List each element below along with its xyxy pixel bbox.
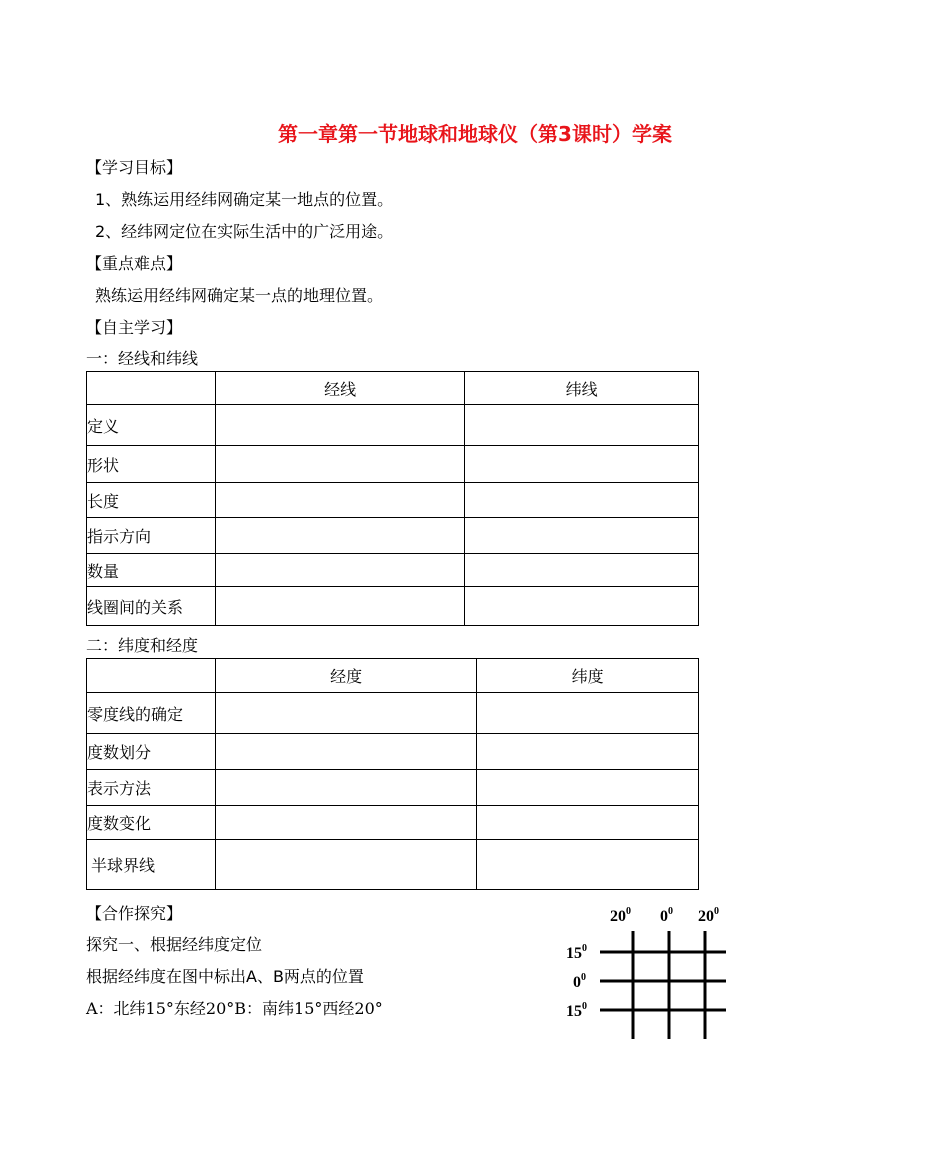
section1-label: 一：经线和纬线 [86, 349, 199, 368]
answer-cell[interactable] [215, 483, 465, 518]
grid-top-label: $20^0$ [698, 906, 719, 925]
self-study-heading: 【自主学习】 [86, 318, 183, 337]
answer-cell[interactable] [215, 734, 477, 770]
column-header-parallel: 纬线 [465, 372, 699, 405]
inquiry1-instruction: 根据经纬度在图中标出A、B两点的位置 [86, 967, 364, 986]
table-row [87, 446, 699, 483]
answer-cell[interactable] [215, 518, 465, 554]
lat-long-grid-figure [540, 895, 760, 1045]
inquiry1-title: 探究一、根据经纬度定位 [86, 935, 263, 954]
answer-cell[interactable] [465, 405, 699, 446]
answer-cell[interactable] [215, 693, 477, 734]
table-row [87, 770, 699, 806]
table-corner-cell [87, 659, 216, 693]
row-label: 长度 [87, 483, 216, 518]
row-label: 线圈间的关系 [87, 587, 216, 626]
table-row [87, 693, 699, 734]
answer-cell[interactable] [215, 840, 477, 890]
row-label: 度数划分 [87, 734, 216, 770]
answer-cell[interactable] [465, 587, 699, 626]
answer-cell[interactable] [215, 587, 465, 626]
page-title: 第一章第一节地球和地球仪（第3课时）学案 [278, 122, 672, 146]
table-meridians-parallels [86, 371, 699, 626]
cooperation-heading: 【合作探究】 [86, 904, 183, 923]
column-header-longitude: 经度 [215, 659, 477, 693]
row-label: 指示方向 [87, 518, 216, 554]
grid-top-label: $0^0$ [660, 906, 673, 925]
table-row [87, 554, 699, 587]
key-points-heading: 【重点难点】 [86, 254, 183, 273]
grid-side-label: $15^0$ [566, 1001, 587, 1020]
answer-cell[interactable] [477, 840, 699, 890]
grid-side-label: $15^0$ [566, 943, 587, 962]
row-label: 度数变化 [87, 806, 216, 840]
table-header-row [87, 659, 699, 693]
goals-heading: 【学习目标】 [86, 158, 183, 177]
table-corner-cell [87, 372, 216, 405]
key-points-text: 熟练运用经纬网确定某一点的地理位置。 [95, 286, 384, 305]
row-label: 形状 [87, 446, 216, 483]
row-label: 半球界线 [87, 840, 216, 890]
goal-item-1: 1、熟练运用经纬网确定某一地点的位置。 [95, 190, 394, 209]
table-row [87, 405, 699, 446]
row-label: 数量 [87, 554, 216, 587]
answer-cell[interactable] [477, 693, 699, 734]
table-row [87, 734, 699, 770]
row-label: 表示方法 [87, 770, 216, 806]
inquiry1-points: A：北纬15°东经20°B：南纬15°西经20° [86, 999, 383, 1018]
answer-cell[interactable] [215, 405, 465, 446]
grid-top-label: $20^0$ [610, 906, 631, 925]
table-row [87, 518, 699, 554]
answer-cell[interactable] [465, 483, 699, 518]
answer-cell[interactable] [477, 734, 699, 770]
answer-cell[interactable] [477, 770, 699, 806]
answer-cell[interactable] [215, 770, 477, 806]
answer-cell[interactable] [215, 554, 465, 587]
table-row [87, 806, 699, 840]
table-row [87, 840, 699, 890]
answer-cell[interactable] [465, 518, 699, 554]
answer-cell[interactable] [215, 446, 465, 483]
row-label: 定义 [87, 405, 216, 446]
answer-cell[interactable] [465, 446, 699, 483]
answer-cell[interactable] [465, 554, 699, 587]
table-header-row [87, 372, 699, 405]
table-row [87, 483, 699, 518]
section2-label: 二：纬度和经度 [86, 636, 199, 655]
table-row [87, 587, 699, 626]
table-latitude-longitude [86, 658, 699, 890]
answer-cell[interactable] [215, 806, 477, 840]
grid-side-label: $0^0$ [573, 972, 586, 991]
column-header-meridian: 经线 [215, 372, 465, 405]
row-label: 零度线的确定 [87, 693, 216, 734]
column-header-latitude: 纬度 [477, 659, 699, 693]
answer-cell[interactable] [477, 806, 699, 840]
goal-item-2: 2、经纬网定位在实际生活中的广泛用途。 [95, 222, 394, 241]
